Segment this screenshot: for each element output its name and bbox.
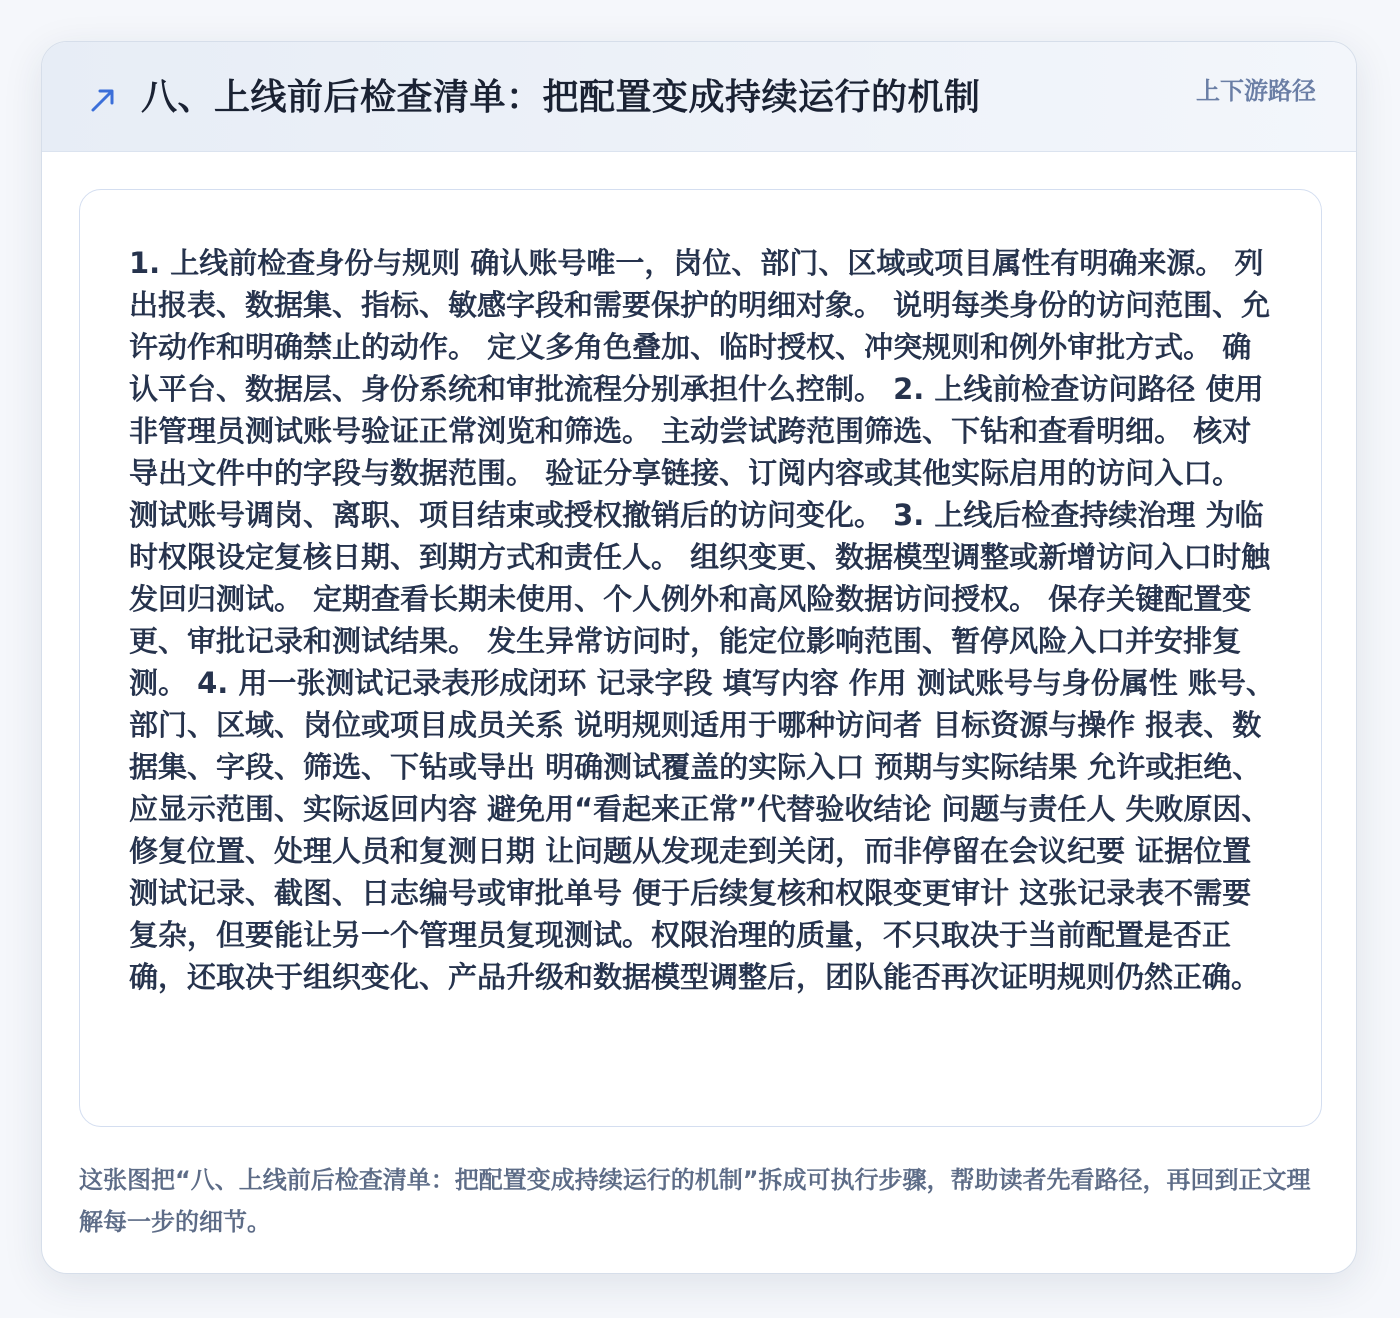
arrow-up-right-icon: [88, 85, 118, 115]
figure-caption: 这张图把“八、上线前后检查清单：把配置变成持续运行的机制”拆成可执行步骤，帮助读者先看路径，再回到正文理解每一步的细节。: [79, 1166, 1311, 1236]
card-header: [42, 42, 1356, 152]
figure-card: [41, 41, 1357, 1274]
checklist-text: 1. 上线前检查身份与规则 确认账号唯一，岗位、部门、区域或项目属性有明确来源。 列出报表、数据集、指标、敏感字段和需要保护的明细对象。 说明每类身份的访问范围、允许动作和明确禁止的动作。 定义多角色叠加、临时授权、冲突规则和例外审批方式。 确认平台、数据层、身份系统和审批流程分别承担什么控制。 2. 上线前检查访问路径 使用非管理员测试账号验证正常浏览和筛选。 主动尝试跨范围筛选、下钻和查看明细。 核对导出文件中的字段与数据范围。 验证分享链接、订阅内容或其他实际启用的访问入口。 测试账号调岗、离职、项目结束或授权撤销后的访问变化。 3. 上线后检查持续治理 为临时权限设定复核日期、到期方式和责任人。 组织变更、数据模型调整或新增访问入口时触发回归测试。 定期查看长期未使用、个人例外和高风险数据访问授权。 保存关键配置变更、审批记录和测试结果。 发生异常访问时，能定位影响范围、暂停风险入口并安排复测。 4. 用一张测试记录表形成闭环 记录字段 填写内容 作用 测试账号与身份属性 账号、部门、区域、岗位或项目成员关系 说明规则适用于哪种访问者 目标资源与操作 报表、数据集、字段、筛选、下钻或导出 明确测试覆盖的实际入口 预期与实际结果 允许或拒绝、应显示范围、实际返回内容 避免用“看起来正常”代替验收结论 问题与责任人 失败原因、修复位置、处理人员和复测日期 让问题从发现走到关闭，而非停留在会议纪要 证据位置 测试记录、截图、日志编号或审批单号 便于后续复核和权限变更审计 这张记录表不需要复杂，但要能让另一个管理员复现测试。权限治理的质量，不只取决于当前配置是否正确，还取决于组织变化、产品升级和数据模型调整后，团队能否再次证明规则仍然正确。: [129, 246, 1275, 994]
section-title: 八、上线前后检查清单：把配置变成持续运行的机制: [141, 77, 981, 118]
header-tag: 上下游路径: [1196, 77, 1316, 105]
checklist-content-box: [79, 189, 1322, 1127]
